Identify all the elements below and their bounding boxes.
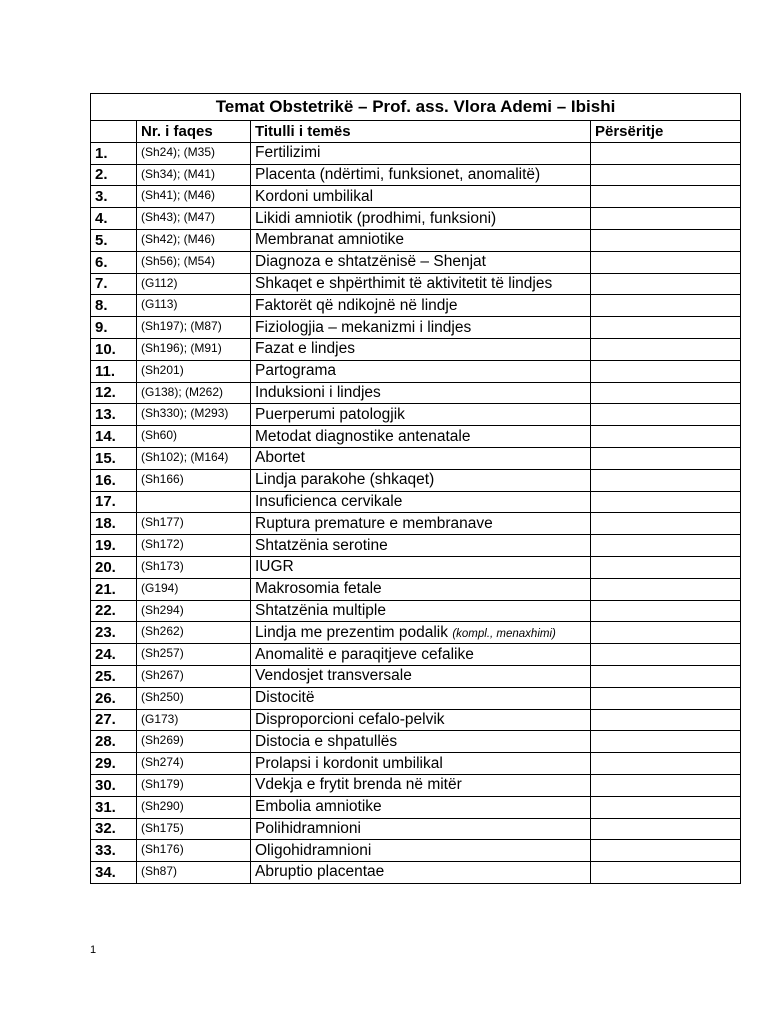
row-number: 14. [91, 426, 137, 448]
topic-title: Disproporcioni cefalo-pelvik [255, 710, 445, 728]
row-number: 24. [91, 644, 137, 666]
topic-title: Distocitë [255, 689, 315, 707]
page-reference: (Sh166) [137, 469, 251, 491]
table-row [91, 251, 741, 273]
row-number: 7. [91, 273, 137, 295]
row-number: 32. [91, 818, 137, 840]
table-row [91, 796, 741, 818]
page-reference: (Sh175) [137, 818, 251, 840]
topic-title-cell [251, 447, 591, 469]
page-reference: (Sh197); (M87) [137, 317, 251, 339]
table-row [91, 142, 741, 164]
row-number: 9. [91, 317, 137, 339]
table-row [91, 535, 741, 557]
page-reference: (G138); (M262) [137, 382, 251, 404]
row-number: 19. [91, 535, 137, 557]
row-number: 17. [91, 491, 137, 513]
row-number: 4. [91, 208, 137, 230]
column-header-number [91, 121, 137, 143]
repetition-cell [591, 556, 741, 578]
page-reference [137, 491, 251, 513]
topic-title-cell [251, 382, 591, 404]
repetition-cell [591, 447, 741, 469]
topic-title: Ruptura premature e membranave [255, 514, 493, 532]
table-row [91, 862, 741, 884]
row-number: 10. [91, 338, 137, 360]
row-number: 22. [91, 600, 137, 622]
topic-title-cell [251, 229, 591, 251]
table-row [91, 753, 741, 775]
topic-title: Likidi amniotik (prodhimi, funksioni) [255, 209, 497, 227]
topic-title-cell [251, 317, 591, 339]
table-row [91, 665, 741, 687]
page-reference: (Sh173) [137, 556, 251, 578]
table-row [91, 338, 741, 360]
topic-title-cell [251, 600, 591, 622]
topic-title-cell [251, 142, 591, 164]
row-number: 16. [91, 469, 137, 491]
topic-title: Fertilizimi [255, 144, 321, 162]
table-row [91, 731, 741, 753]
table-row [91, 295, 741, 317]
topic-title-cell [251, 709, 591, 731]
row-number: 18. [91, 513, 137, 535]
table-row [91, 600, 741, 622]
topic-title: Induksioni i lindjes [255, 383, 381, 401]
page-reference: (Sh257) [137, 644, 251, 666]
topic-title: Diagnoza e shtatzënisë – Shenjat [255, 253, 486, 271]
topic-title: Metodat diagnostike antenatale [255, 427, 471, 445]
page-reference: (Sh196); (M91) [137, 338, 251, 360]
repetition-cell [591, 164, 741, 186]
topic-title: Vdekja e frytit brenda në mitër [255, 776, 462, 794]
row-number: 25. [91, 665, 137, 687]
page-reference: (Sh201) [137, 360, 251, 382]
page-number: 1 [90, 944, 97, 956]
page-reference: (Sh269) [137, 731, 251, 753]
repetition-cell [591, 774, 741, 796]
topic-title-cell [251, 513, 591, 535]
repetition-cell [591, 578, 741, 600]
topic-title-cell [251, 164, 591, 186]
page-reference: (Sh262) [137, 622, 251, 644]
table-row [91, 644, 741, 666]
topic-title-cell [251, 862, 591, 884]
page-reference: (Sh56); (M54) [137, 251, 251, 273]
table-row [91, 774, 741, 796]
topic-title: Vendosjet transversale [255, 667, 412, 685]
topic-title-cell [251, 578, 591, 600]
repetition-cell [591, 622, 741, 644]
repetition-cell [591, 251, 741, 273]
topic-title: Faktorët që ndikojnë në lindje [255, 296, 458, 314]
header-row [91, 121, 741, 143]
topic-title-cell [251, 665, 591, 687]
repetition-cell [591, 753, 741, 775]
topic-title-cell [251, 404, 591, 426]
repetition-cell [591, 295, 741, 317]
topic-title: Membranat amniotike [255, 231, 405, 249]
topic-title-cell [251, 796, 591, 818]
row-number: 34. [91, 862, 137, 884]
row-number: 23. [91, 622, 137, 644]
topic-title: Fiziologjia – mekanizmi i lindjes [255, 318, 472, 336]
row-number: 33. [91, 840, 137, 862]
repetition-cell [591, 382, 741, 404]
table-row [91, 491, 741, 513]
topic-title-cell [251, 295, 591, 317]
topic-title-cell [251, 491, 591, 513]
page-reference: (Sh43); (M47) [137, 208, 251, 230]
topic-title: Makrosomia fetale [255, 580, 382, 598]
repetition-cell [591, 687, 741, 709]
topic-title: Prolapsi i kordonit umbilikal [255, 754, 443, 772]
topic-title-cell [251, 622, 591, 644]
row-number: 13. [91, 404, 137, 426]
repetition-cell [591, 469, 741, 491]
topic-note: (kompl., menaxhimi) [452, 627, 556, 640]
topic-title-cell [251, 360, 591, 382]
column-header-topic: Titulli i temës [251, 121, 591, 143]
table-row [91, 229, 741, 251]
table-row [91, 208, 741, 230]
table-row [91, 426, 741, 448]
table-row [91, 186, 741, 208]
repetition-cell [591, 317, 741, 339]
row-number: 28. [91, 731, 137, 753]
repetition-cell [591, 796, 741, 818]
topic-title-cell [251, 338, 591, 360]
row-number: 21. [91, 578, 137, 600]
repetition-cell [591, 513, 741, 535]
page-reference: (G173) [137, 709, 251, 731]
repetition-cell [591, 644, 741, 666]
topic-title-cell [251, 644, 591, 666]
table-row [91, 513, 741, 535]
repetition-cell [591, 186, 741, 208]
repetition-cell [591, 142, 741, 164]
page-reference: (Sh179) [137, 774, 251, 796]
page-reference: (Sh290) [137, 796, 251, 818]
repetition-cell [591, 404, 741, 426]
topic-title-cell [251, 731, 591, 753]
topic-title: Anomalitë e paraqitjeve cefalike [255, 645, 474, 663]
row-number: 6. [91, 251, 137, 273]
row-number: 26. [91, 687, 137, 709]
page-reference: (Sh41); (M46) [137, 186, 251, 208]
page-reference: (G112) [137, 273, 251, 295]
repetition-cell [591, 491, 741, 513]
table-body [91, 142, 741, 883]
table-row [91, 622, 741, 644]
topic-title: Placenta (ndërtimi, funksionet, anomalitë) [255, 165, 541, 183]
topic-title: Kordoni umbilikal [255, 187, 374, 205]
row-number: 15. [91, 447, 137, 469]
page-reference: (Sh87) [137, 862, 251, 884]
topic-title: Oligohidramnioni [255, 841, 372, 859]
topic-title: IUGR [255, 558, 294, 576]
table-row [91, 709, 741, 731]
topic-title: Embolia amniotike [255, 798, 382, 816]
row-number: 30. [91, 774, 137, 796]
topic-title-cell [251, 556, 591, 578]
topic-title-cell [251, 469, 591, 491]
topic-title: Insuficienca cervikale [255, 492, 403, 510]
topic-title-cell [251, 535, 591, 557]
repetition-cell [591, 862, 741, 884]
table-row [91, 556, 741, 578]
page-reference: (Sh172) [137, 535, 251, 557]
page-reference: (Sh102); (M164) [137, 447, 251, 469]
page-reference: (Sh177) [137, 513, 251, 535]
page-reference: (Sh42); (M46) [137, 229, 251, 251]
repetition-cell [591, 535, 741, 557]
repetition-cell [591, 840, 741, 862]
repetition-cell [591, 426, 741, 448]
repetition-cell [591, 229, 741, 251]
table-row [91, 382, 741, 404]
repetition-cell [591, 818, 741, 840]
repetition-cell [591, 338, 741, 360]
repetition-cell [591, 709, 741, 731]
repetition-cell [591, 208, 741, 230]
topic-title: Puerperumi patologjik [255, 405, 405, 423]
table-row [91, 317, 741, 339]
document-title: Temat Obstetrikë – Prof. ass. Vlora Ademi – Ibishi [91, 94, 741, 121]
topic-title-cell [251, 840, 591, 862]
repetition-cell [591, 731, 741, 753]
topic-title-cell [251, 186, 591, 208]
topic-title-cell [251, 426, 591, 448]
page-reference: (G113) [137, 295, 251, 317]
row-number: 29. [91, 753, 137, 775]
repetition-cell [591, 600, 741, 622]
page-reference: (Sh34); (M41) [137, 164, 251, 186]
page-reference: (Sh267) [137, 665, 251, 687]
page-reference: (Sh294) [137, 600, 251, 622]
table-row [91, 840, 741, 862]
row-number: 12. [91, 382, 137, 404]
table-row [91, 447, 741, 469]
topic-title-cell [251, 273, 591, 295]
table-row [91, 687, 741, 709]
topic-title: Polihidramnioni [255, 819, 361, 837]
page-reference: (G194) [137, 578, 251, 600]
row-number: 5. [91, 229, 137, 251]
topics-table [90, 93, 741, 884]
topic-title: Shtatzënia serotine [255, 536, 388, 554]
page-reference: (Sh274) [137, 753, 251, 775]
topic-title-cell [251, 818, 591, 840]
row-number: 31. [91, 796, 137, 818]
column-header-repetition: Përsëritje [591, 121, 741, 143]
table-row [91, 404, 741, 426]
row-number: 1. [91, 142, 137, 164]
page-reference: (Sh24); (M35) [137, 142, 251, 164]
topic-title-cell [251, 251, 591, 273]
column-header-page: Nr. i faqes [137, 121, 251, 143]
row-number: 2. [91, 164, 137, 186]
repetition-cell [591, 360, 741, 382]
row-number: 20. [91, 556, 137, 578]
table-row [91, 469, 741, 491]
topic-title-cell [251, 753, 591, 775]
topic-title: Distocia e shpatullës [255, 732, 398, 750]
table-row [91, 818, 741, 840]
row-number: 8. [91, 295, 137, 317]
topic-title: Shkaqet e shpërthimit të aktivitetit të lindjes [255, 274, 553, 292]
topic-title: Shtatzënia multiple [255, 601, 386, 619]
topic-title-cell [251, 774, 591, 796]
topic-title-cell [251, 208, 591, 230]
table-row [91, 360, 741, 382]
page-reference: (Sh330); (M293) [137, 404, 251, 426]
topic-title: Lindja me prezentim podalik [255, 623, 448, 641]
row-number: 11. [91, 360, 137, 382]
page-reference: (Sh60) [137, 426, 251, 448]
page-reference: (Sh250) [137, 687, 251, 709]
topic-title: Abruptio placentae [255, 863, 385, 881]
topic-title-cell [251, 687, 591, 709]
table-row [91, 578, 741, 600]
topic-title: Partograma [255, 362, 336, 380]
repetition-cell [591, 273, 741, 295]
row-number: 3. [91, 186, 137, 208]
table-row [91, 164, 741, 186]
page-reference: (Sh176) [137, 840, 251, 862]
topic-title: Abortet [255, 449, 305, 467]
row-number: 27. [91, 709, 137, 731]
topic-title: Lindja parakohe (shkaqet) [255, 471, 435, 489]
title-row [91, 94, 741, 121]
repetition-cell [591, 665, 741, 687]
table-row [91, 273, 741, 295]
topic-title: Fazat e lindjes [255, 340, 355, 358]
